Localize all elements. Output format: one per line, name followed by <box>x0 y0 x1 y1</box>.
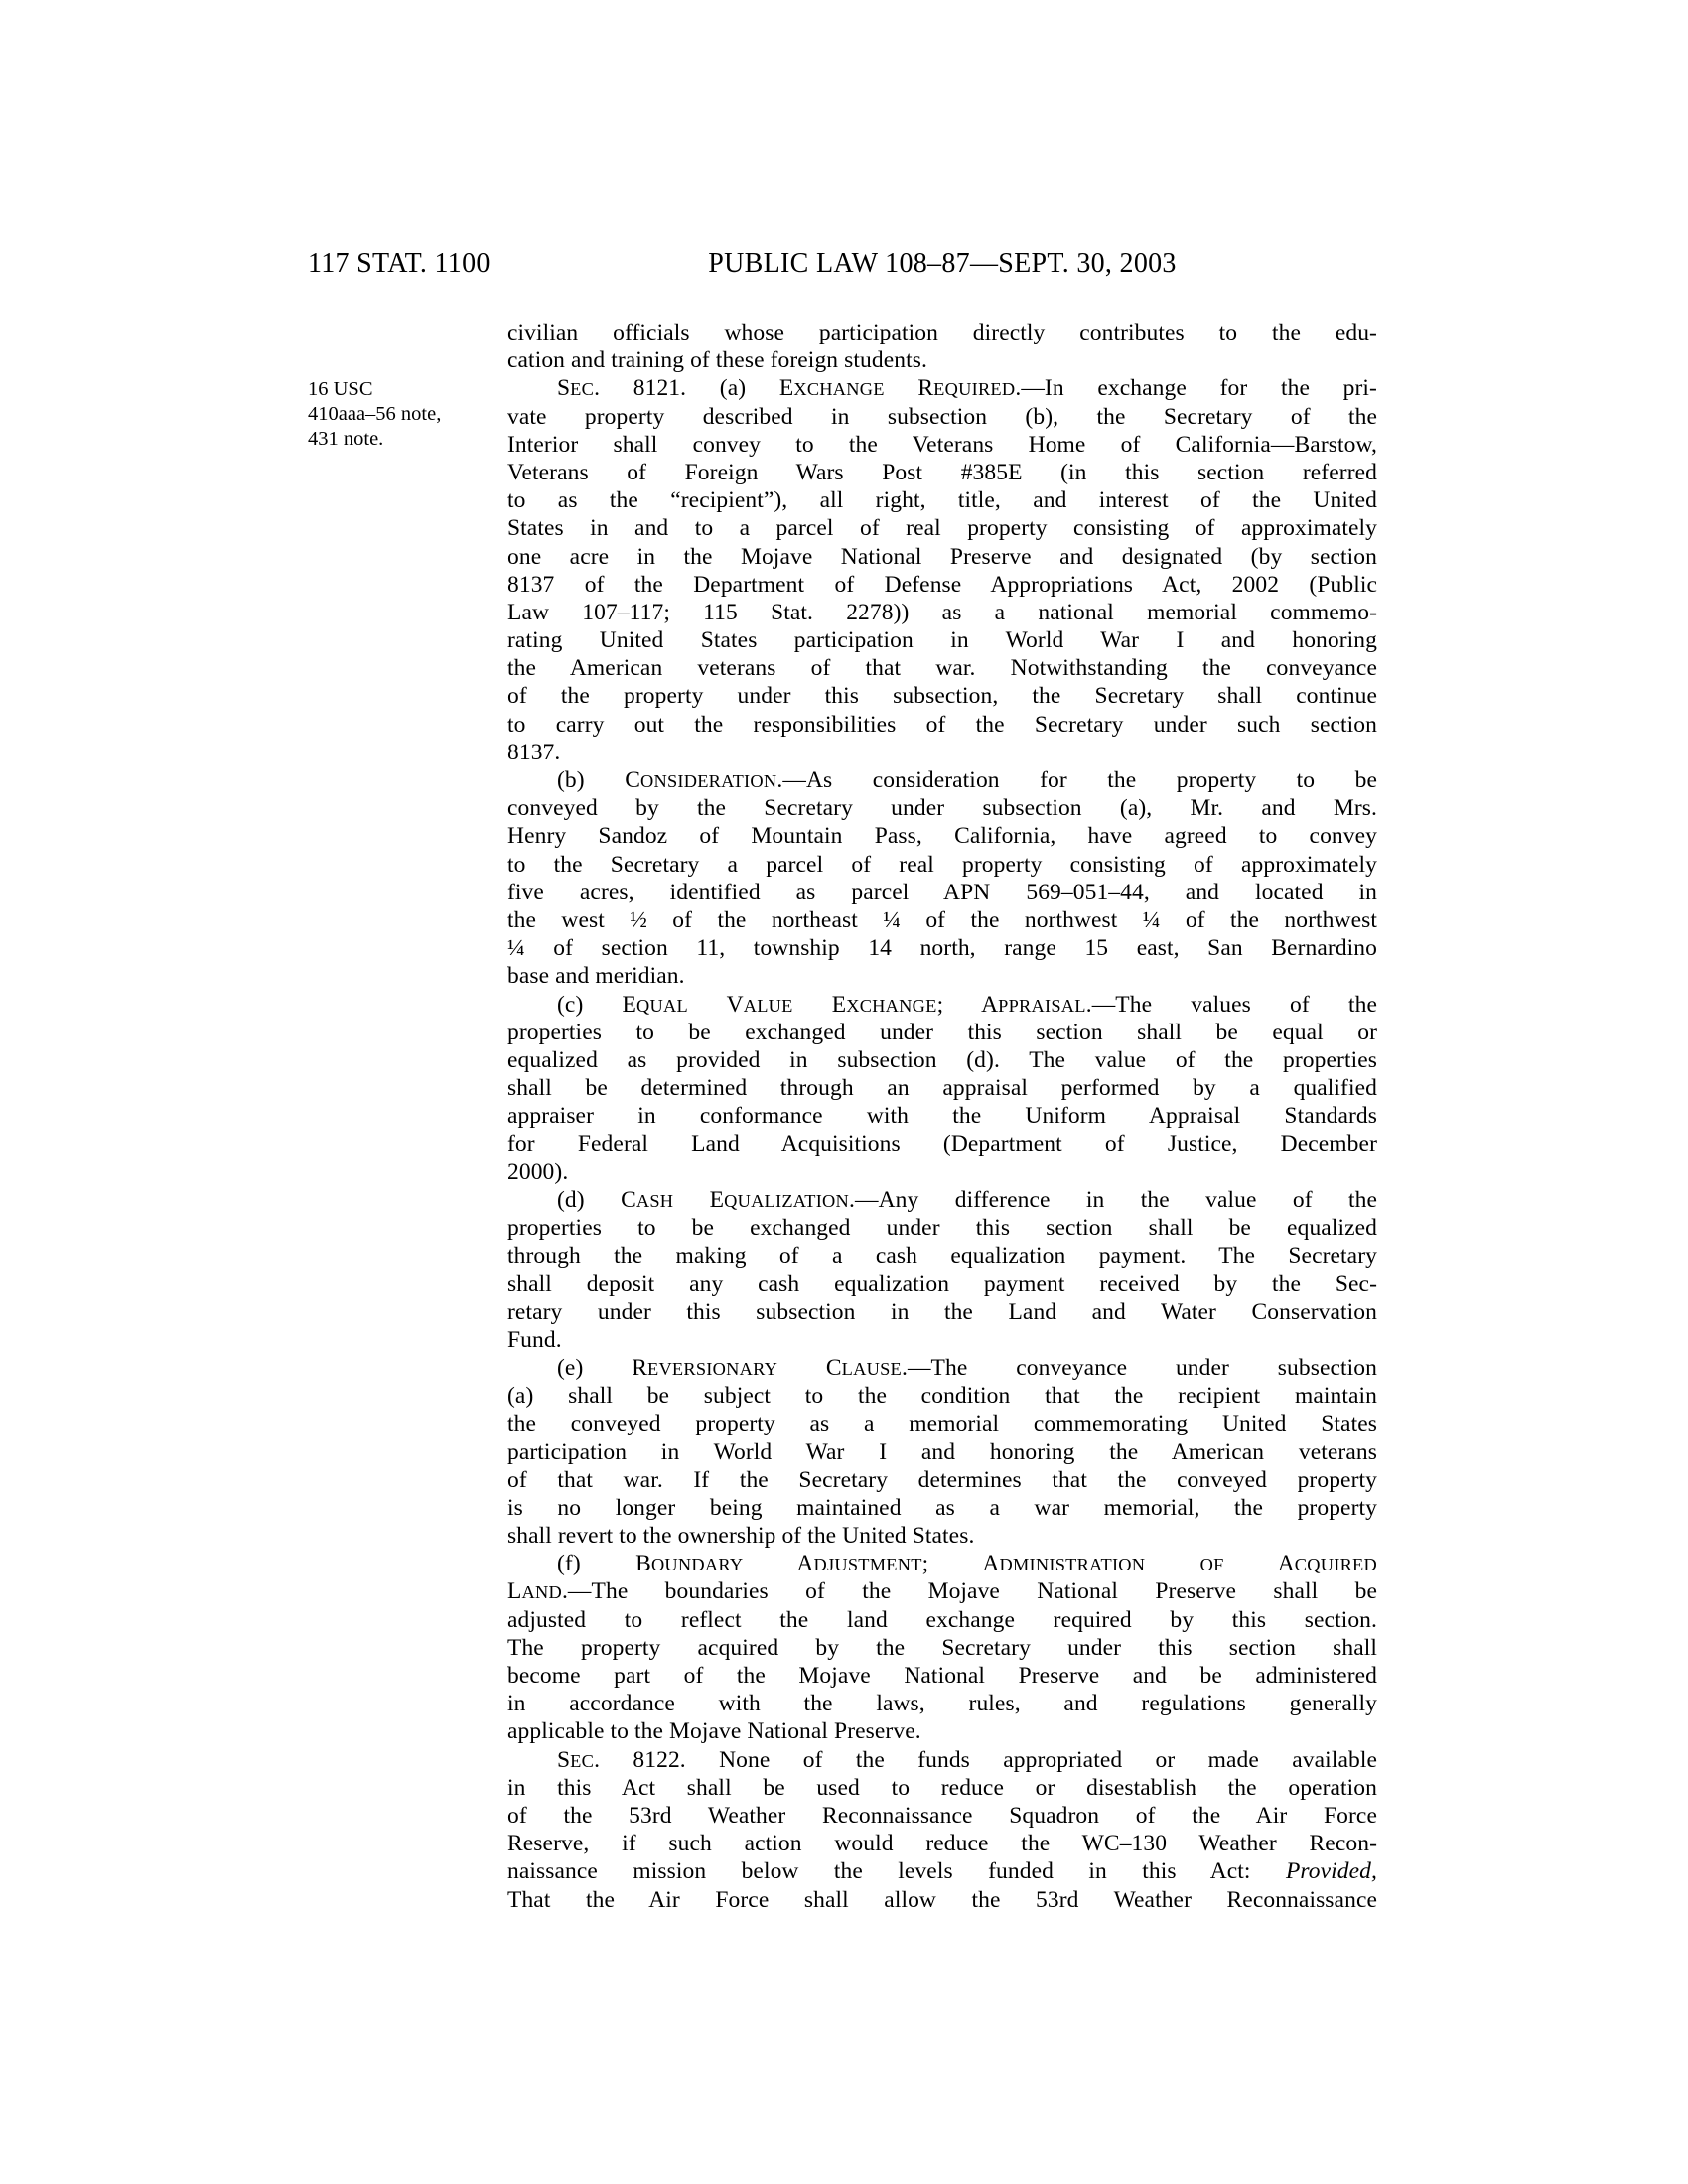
small-caps-text: QUAL <box>636 995 688 1016</box>
statute-line <box>507 346 1377 374</box>
statute-line <box>507 1606 1377 1634</box>
statute-line <box>507 1242 1377 1270</box>
statute-line <box>507 991 1377 1019</box>
text-run: naissance mission below the levels funded in this Act: <box>507 1858 1286 1885</box>
text-run: States in and to a parcel of real property consisting of approximately <box>507 515 1377 542</box>
statute-line <box>507 1019 1377 1046</box>
text-run: (c) <box>557 991 623 1018</box>
text-run: E <box>778 375 794 402</box>
statute-line <box>507 1746 1377 1774</box>
text-run: to the Secretary a parcel of real property consisting of approximately <box>507 851 1377 878</box>
statute-line <box>507 431 1377 459</box>
statute-line <box>507 1298 1377 1326</box>
small-caps-text: ALUE <box>743 995 793 1016</box>
statute-text-column <box>507 319 1377 1914</box>
text-run: shall deposit any cash equalization payment received by the Sec- <box>507 1271 1377 1297</box>
text-run: (b) <box>557 767 626 793</box>
statute-line <box>507 1354 1377 1382</box>
statute-line <box>507 851 1377 879</box>
text-run: Fund. <box>507 1326 562 1353</box>
text-run: adjusted to reflect the land exchange required by this section. <box>507 1606 1377 1633</box>
small-caps-text: OUNDARY <box>650 1555 744 1575</box>
text-run: A <box>981 991 999 1018</box>
italic-text: Provided, <box>1285 1858 1377 1885</box>
text-run: C <box>825 1354 842 1381</box>
text-run: L <box>507 1578 522 1605</box>
text-run: participation in World War I and honoring the American veterans <box>507 1438 1377 1465</box>
text-run: C <box>625 767 640 793</box>
small-caps-text: ASH <box>635 1190 674 1211</box>
text-run: 8137. <box>507 739 561 765</box>
margin-note-line: 410aaa–56 note, <box>308 403 442 425</box>
statute-line <box>507 459 1377 486</box>
statute-line <box>507 962 1377 990</box>
text-run: the conveyed property as a memorial commemorating United States <box>507 1411 1377 1437</box>
text-run: Interior shall convey to the Veterans Home of California—Barstow, <box>507 431 1377 458</box>
statute-line <box>507 403 1377 431</box>
text-run: is no longer being maintained as a war memorial, the property <box>507 1494 1377 1521</box>
text-run: of the 53rd Weather Reconnaissance Squadron of the Air Force <box>507 1802 1377 1829</box>
text-run: B <box>635 1551 651 1577</box>
small-caps-text: PPRAISAL <box>998 995 1086 1016</box>
text-run: S <box>557 375 571 402</box>
statute-line <box>507 1634 1377 1662</box>
small-caps-text: CQUIRED <box>1294 1555 1377 1575</box>
statute-line <box>507 1857 1377 1885</box>
statute-line <box>507 571 1377 599</box>
small-caps-text: EVERSIONARY <box>647 1358 778 1379</box>
text-run: civilian officials whose participation directly contributes to the edu- <box>507 320 1377 345</box>
text-run: conveyed by the Secretary under subsection (a), Mr. and Mrs. <box>507 795 1377 822</box>
text-run: in this Act shall be used to reduce or disestablish the operation <box>507 1774 1377 1801</box>
page-stat-number: 117 STAT. 1100 <box>308 248 491 279</box>
text-run: base and meridian. <box>507 963 685 990</box>
small-caps-text: EC <box>570 1750 595 1771</box>
text-run: 2000). <box>507 1159 569 1185</box>
small-caps-text: EC <box>570 379 595 400</box>
small-caps-text: AND <box>521 1582 562 1603</box>
statute-line <box>507 1102 1377 1130</box>
statute-line <box>507 1410 1377 1437</box>
text-run <box>885 375 918 401</box>
text-run: .—The values of the <box>1085 991 1377 1018</box>
text-run: for Federal Land Acquisitions (Department of Justice, December <box>507 1131 1377 1158</box>
text-run: Reserve, if such action would reduce the WC–130 Weather Recon- <box>507 1831 1377 1857</box>
text-run: one acre in the Mojave National Preserve and designated (by section <box>507 543 1377 570</box>
statute-line <box>507 879 1377 906</box>
small-caps-text: QUALIZATION <box>724 1190 850 1211</box>
text-run: appraiser in conformance with the Uniform Appraisal Standards <box>507 1103 1377 1130</box>
text-run: The property acquired by the Secretary under this section shall <box>507 1634 1377 1661</box>
statute-line <box>507 1466 1377 1494</box>
statute-line <box>507 794 1377 822</box>
text-run: (f) <box>557 1551 636 1577</box>
text-run: 8137 of the Department of Defense Appropriations Act, 2002 (Public <box>507 571 1377 598</box>
statute-line <box>507 1438 1377 1466</box>
small-caps-text: XCHANGE <box>793 379 885 400</box>
text-run: E <box>622 991 636 1018</box>
text-run <box>1224 1551 1278 1576</box>
text-run: E <box>709 1186 725 1213</box>
statute-line <box>507 1717 1377 1745</box>
text-run: vate property described in subsection (b), the Secretary of the <box>507 403 1377 430</box>
statute-line <box>507 1774 1377 1802</box>
text-run: shall be determined through an appraisal performed by a qualified <box>507 1075 1377 1102</box>
text-run: rating United States participation in World War I and honoring <box>507 627 1377 654</box>
text-run: ; <box>936 991 982 1018</box>
law-header-title: PUBLIC LAW 108–87—SEPT. 30, 2003 <box>708 248 1177 279</box>
text-run: A <box>982 1551 1000 1577</box>
text-run: in accordance with the laws, rules, and regulations generally <box>507 1691 1377 1717</box>
text-run: the American veterans of that war. Notwithstanding the conveyance <box>507 655 1377 682</box>
statute-line <box>507 543 1377 571</box>
text-run: equalized as provided in subsection (d). The value of the properties <box>507 1046 1377 1073</box>
statute-line <box>507 486 1377 514</box>
text-run: R <box>632 1354 647 1381</box>
text-run: cation and training of these foreign students. <box>507 347 927 374</box>
text-run <box>673 1187 709 1213</box>
text-run: .—The boundaries of the Mojave National Preserve shall be <box>561 1578 1377 1605</box>
text-run: Veterans of Foreign Wars Post #385E (in this section referred <box>507 459 1377 485</box>
text-run: to carry out the responsibilities of the Secretary under such section <box>507 711 1377 738</box>
text-run: .—Any difference in the value of the <box>849 1186 1377 1213</box>
uscode-margin-note <box>308 377 492 452</box>
text-run: Law 107–117; 115 Stat. 2278)) as a national memorial commemo- <box>507 599 1377 625</box>
text-run: through the making of a cash equalization payment. The Secretary <box>507 1243 1377 1270</box>
small-caps-text: XCHANGE <box>846 995 937 1016</box>
statute-line <box>507 822 1377 850</box>
statute-line <box>507 374 1377 402</box>
small-caps-text: ONSIDERATION <box>639 771 777 791</box>
text-run: of that war. If the Secretary determines that the conveyed property <box>507 1466 1377 1493</box>
statute-line <box>507 1577 1377 1605</box>
text-run: Henry Sandoz of Mountain Pass, California, have agreed to convey <box>507 823 1377 850</box>
statute-line <box>507 514 1377 542</box>
text-run: V <box>726 991 744 1018</box>
text-run: properties to be exchanged under this section shall be equal or <box>507 1019 1377 1045</box>
text-run: . 8122. None of the funds appropriated or made available <box>594 1746 1377 1773</box>
text-run: retary under this subsection in the Land and Water Conservation <box>507 1298 1377 1325</box>
statute-line <box>507 1159 1377 1186</box>
statute-line <box>507 1326 1377 1354</box>
statute-line <box>507 739 1377 766</box>
statute-line <box>507 711 1377 739</box>
statute-line <box>507 1830 1377 1857</box>
statute-line <box>507 1550 1377 1577</box>
text-run: applicable to the Mojave National Preserve. <box>507 1718 921 1745</box>
small-caps-text: EQUIRED <box>933 379 1016 400</box>
text-run: to as the “recipient”), all right, title, and interest of the United <box>507 487 1377 514</box>
statute-line <box>507 654 1377 682</box>
text-run: R <box>917 375 934 402</box>
text-run: shall revert to the ownership of the United States. <box>507 1523 975 1550</box>
statute-line <box>507 1382 1377 1410</box>
text-run: ; <box>921 1551 983 1577</box>
statute-line <box>507 682 1377 710</box>
text-run: of the property under this subsection, the Secretary shall continue <box>507 683 1377 710</box>
text-run: properties to be exchanged under this section shall be equalized <box>507 1215 1377 1241</box>
text-run: ¼ of section 11, township 14 north, range 15 east, San Bernardino <box>507 935 1377 962</box>
text-run: That the Air Force shall allow the 53rd Weather Reconnaissance <box>507 1886 1377 1913</box>
statute-line <box>507 1186 1377 1214</box>
text-run: C <box>621 1186 636 1213</box>
statute-line <box>507 766 1377 794</box>
statute-line <box>507 906 1377 934</box>
statute-line <box>507 1046 1377 1074</box>
text-run: (a) shall be subject to the condition that the recipient maintain <box>507 1383 1377 1410</box>
statute-line <box>507 626 1377 654</box>
text-run <box>688 992 727 1018</box>
text-run: . 8121. (a) <box>594 375 779 402</box>
text-run: E <box>831 991 847 1018</box>
text-run <box>793 992 832 1018</box>
statute-line <box>507 1130 1377 1158</box>
margin-note-line: 431 note. <box>308 428 384 450</box>
margin-note-line: 16 USC <box>308 378 373 400</box>
text-run: S <box>557 1746 571 1773</box>
text-run <box>777 1355 826 1381</box>
statute-line <box>507 1522 1377 1550</box>
text-run: become part of the Mojave National Preserve and be administered <box>507 1663 1377 1689</box>
statute-line <box>507 1802 1377 1830</box>
statute-line <box>507 1662 1377 1690</box>
text-run: A <box>796 1551 814 1577</box>
text-run: .—In exchange for the pri- <box>1015 375 1377 402</box>
text-run: the west ½ of the northeast ¼ of the northwest ¼ of the northwest <box>507 906 1377 933</box>
statute-line <box>507 1270 1377 1297</box>
statute-line <box>507 1074 1377 1102</box>
small-caps-text: DMINISTRATION <box>999 1555 1146 1575</box>
small-caps-text: OF <box>1199 1555 1224 1575</box>
statute-line <box>507 1886 1377 1914</box>
statute-line <box>507 1214 1377 1242</box>
statute-line <box>507 1494 1377 1522</box>
text-run: (e) <box>557 1354 633 1381</box>
text-run: .—As consideration for the property to be <box>776 767 1377 793</box>
text-run <box>743 1551 796 1576</box>
statute-line <box>507 934 1377 962</box>
small-caps-text: DJUSTMENT <box>813 1555 922 1575</box>
statute-line <box>507 319 1377 346</box>
statute-line <box>507 599 1377 626</box>
text-run: (d) <box>557 1186 622 1213</box>
small-caps-text: LAUSE <box>841 1358 902 1379</box>
text-run <box>1145 1551 1199 1576</box>
text-run: A <box>1277 1551 1295 1577</box>
statute-line <box>507 1690 1377 1717</box>
text-run: .—The conveyance under subsection <box>901 1354 1377 1381</box>
text-run: five acres, identified as parcel APN 569–051–44, and located in <box>507 879 1377 905</box>
